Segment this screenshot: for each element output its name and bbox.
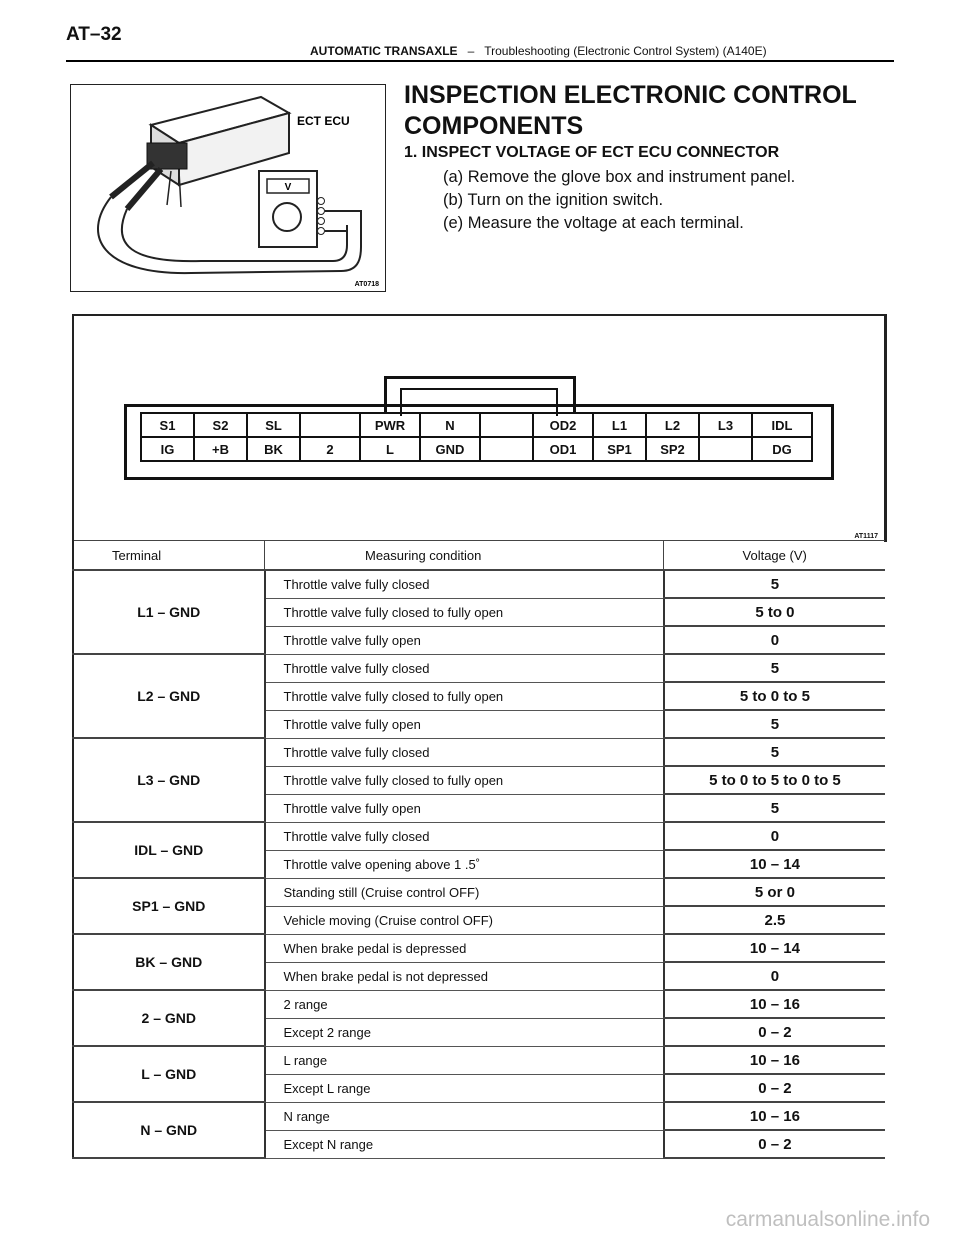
table-row — [73, 990, 885, 1018]
terminal-cell: BK – GND — [73, 934, 265, 990]
pin-cell — [480, 437, 533, 461]
page-number: AT–32 — [66, 24, 122, 45]
voltage-cell: 5 to 0 to 5 to 0 to 5 — [664, 766, 885, 794]
terminal-cell: N – GND — [73, 1102, 265, 1158]
pin-cell: GND — [420, 437, 480, 461]
condition-cell: N range — [265, 1102, 664, 1130]
pin-cell: SP2 — [646, 437, 699, 461]
condition-cell: Except 2 range — [265, 1018, 664, 1046]
voltage-cell: 5 — [664, 654, 885, 682]
voltage-cell: 0 – 2 — [664, 1018, 885, 1046]
pin-cell: BK — [247, 437, 300, 461]
voltage-cell: 5 to 0 — [664, 598, 885, 626]
terminal-cell: L1 – GND — [73, 570, 265, 654]
table-body — [73, 570, 885, 1158]
voltage-cell: 0 — [664, 626, 885, 654]
condition-cell: When brake pedal is not depressed — [265, 962, 664, 990]
watermark: carmanualsonline.info — [725, 1208, 930, 1231]
subsection-title: Troubleshooting (Electronic Control System) (A140E) — [484, 44, 767, 58]
condition-cell: Throttle valve fully closed — [265, 822, 664, 850]
table-row — [73, 878, 885, 906]
condition-cell: Throttle valve fully closed to fully open — [265, 682, 664, 710]
voltage-cell: 10 – 14 — [664, 934, 885, 962]
table-row — [73, 934, 885, 962]
connector-pin-grid — [140, 412, 813, 462]
page-heading — [404, 80, 924, 142]
terminal-cell: L2 – GND — [73, 654, 265, 738]
table-row — [73, 822, 885, 850]
figure-code: AT0718 — [354, 281, 379, 288]
table-row — [73, 570, 885, 598]
voltage-cell: 5 — [664, 738, 885, 766]
pin-cell: +B — [194, 437, 247, 461]
condition-cell: Throttle valve fully closed to fully open — [265, 598, 664, 626]
pin-cell: SP1 — [593, 437, 646, 461]
condition-cell: Throttle valve fully closed — [265, 570, 664, 598]
terminal-cell: 2 – GND — [73, 990, 265, 1046]
condition-cell: Vehicle moving (Cruise control OFF) — [265, 906, 664, 934]
terminal-cell: SP1 – GND — [73, 878, 265, 934]
table-row — [73, 1102, 885, 1130]
voltage-cell: 5 — [664, 570, 885, 598]
voltage-cell: 0 — [664, 962, 885, 990]
pin-cell — [699, 437, 752, 461]
table-row — [73, 654, 885, 682]
voltage-cell: 10 – 14 — [664, 850, 885, 878]
condition-cell: Throttle valve fully closed to fully open — [265, 766, 664, 794]
voltage-cell: 2.5 — [664, 906, 885, 934]
voltage-cell: 0 – 2 — [664, 1074, 885, 1102]
meter-label: V — [284, 182, 292, 193]
terminal-cell: IDL – GND — [73, 822, 265, 878]
pin-row-bottom — [141, 437, 812, 461]
terminal-cell: L3 – GND — [73, 738, 265, 822]
condition-cell: Throttle valve fully closed — [265, 654, 664, 682]
condition-cell: Standing still (Cruise control OFF) — [265, 878, 664, 906]
condition-cell: Throttle valve opening above 1 .5˚ — [265, 850, 664, 878]
header-terminal: Terminal — [73, 541, 265, 571]
section-title: AUTOMATIC TRANSAXLE — [310, 44, 458, 58]
step-item: (e) Measure the voltage at each terminal. — [443, 214, 744, 232]
voltage-cell: 5 or 0 — [664, 878, 885, 906]
heading-line-2: COMPONENTS — [404, 112, 584, 140]
voltage-cell: 5 — [664, 710, 885, 738]
pin-cell — [300, 413, 360, 437]
step-item: (b) Turn on the ignition switch. — [443, 191, 664, 209]
voltage-cell: 10 – 16 — [664, 1046, 885, 1074]
terminal-cell: L – GND — [73, 1046, 265, 1102]
pin-cell: OD2 — [533, 413, 593, 437]
condition-cell: When brake pedal is depressed — [265, 934, 664, 962]
ecu-voltmeter-figure — [70, 84, 386, 292]
pin-cell — [480, 413, 533, 437]
pin-cell: N — [420, 413, 480, 437]
pin-cell: SL — [247, 413, 300, 437]
condition-cell: Throttle valve fully open — [265, 794, 664, 822]
voltage-cell: 0 — [664, 822, 885, 850]
voltage-cell: 5 — [664, 794, 885, 822]
pin-cell: L1 — [593, 413, 646, 437]
pin-cell: S1 — [141, 413, 194, 437]
pin-cell: IG — [141, 437, 194, 461]
pin-cell: L3 — [699, 413, 752, 437]
condition-cell: Except N range — [265, 1130, 664, 1158]
voltage-cell: 5 to 0 to 5 — [664, 682, 885, 710]
step-items — [443, 166, 795, 235]
connector-figure-code: AT1117 — [854, 533, 878, 540]
step-item: (a) Remove the glove box and instrument panel. — [443, 168, 796, 186]
ecu-label: ECT ECU — [297, 114, 350, 128]
header-rule — [66, 60, 894, 62]
table-header-row — [73, 541, 885, 571]
connector-diagram — [72, 314, 887, 542]
voltage-cell: 10 – 16 — [664, 1102, 885, 1130]
pin-cell: S2 — [194, 413, 247, 437]
pin-cell: DG — [752, 437, 812, 461]
pin-cell: PWR — [360, 413, 420, 437]
condition-cell: Throttle valve fully closed — [265, 738, 664, 766]
voltage-spec-table — [72, 540, 885, 1159]
header-separator: – — [467, 44, 475, 58]
condition-cell: Except L range — [265, 1074, 664, 1102]
pin-cell: OD1 — [533, 437, 593, 461]
running-head — [310, 44, 767, 58]
condition-cell: Throttle valve fully open — [265, 626, 664, 654]
header-voltage: Voltage (V) — [664, 541, 885, 571]
condition-cell: L range — [265, 1046, 664, 1074]
header-condition: Measuring condition — [265, 541, 664, 571]
voltage-cell: 0 – 2 — [664, 1130, 885, 1158]
pin-cell: 2 — [300, 437, 360, 461]
pin-cell: IDL — [752, 413, 812, 437]
pin-row-top — [141, 413, 812, 437]
condition-cell: 2 range — [265, 990, 664, 1018]
table-row — [73, 1046, 885, 1074]
voltage-cell: 10 – 16 — [664, 990, 885, 1018]
step-title: 1. INSPECT VOLTAGE OF ECT ECU CONNECTOR — [404, 144, 780, 161]
table-row — [73, 738, 885, 766]
pin-cell: L — [360, 437, 420, 461]
heading-line-1: INSPECTION ELECTRONIC CONTROL — [404, 81, 857, 109]
ecu-voltmeter-illustration — [71, 85, 385, 291]
pin-cell: L2 — [646, 413, 699, 437]
condition-cell: Throttle valve fully open — [265, 710, 664, 738]
